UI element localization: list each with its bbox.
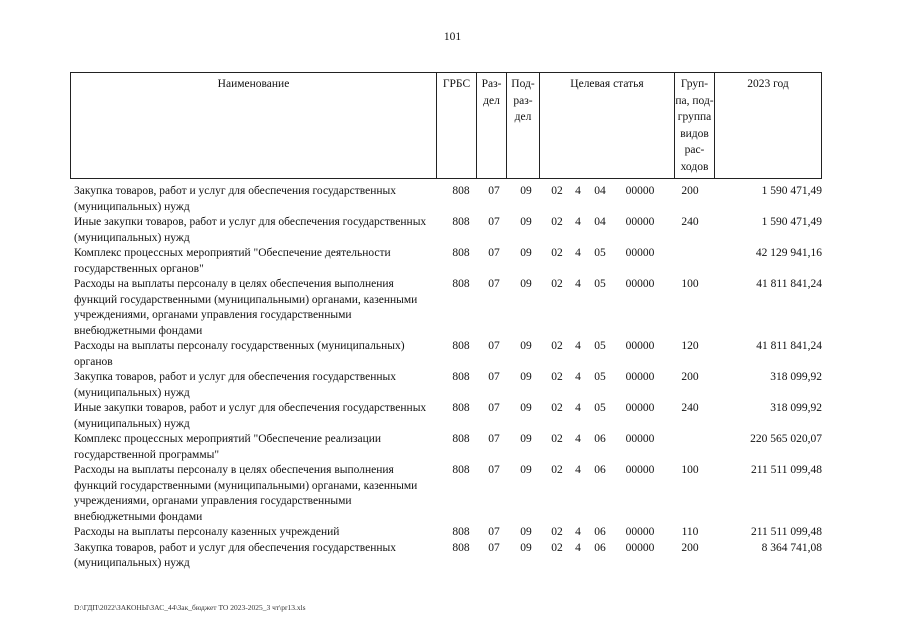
row-name: Иные закупки товаров, работ и услуг для обеспечения государственных (муниципальных) нужд (74, 216, 427, 244)
row-c2: 4 (575, 247, 581, 259)
table-row (70, 432, 822, 463)
row-c2: 4 (575, 433, 581, 445)
row-c3: 06 (594, 526, 606, 538)
row-amt: 41 811 841,24 (756, 340, 822, 352)
row-grp: 200 (681, 371, 699, 383)
row-name: Расходы на выплаты персоналу в целях обеспечения выполнения функций государственными (муниципальными) органами, казенными учреждениями, органами управления государственными внебюджетными фондами (74, 464, 418, 523)
row-c2: 4 (575, 340, 581, 352)
row-razd: 07 (488, 216, 500, 228)
row-c3: 05 (594, 247, 606, 259)
row-grp: 120 (681, 340, 699, 352)
page-number: 101 (443, 31, 462, 43)
row-grp: 240 (681, 402, 699, 414)
row-amt: 220 565 020,07 (750, 433, 822, 445)
row-name: Комплекс процессных мероприятий "Обеспечение деятельности государственных органов" (74, 247, 391, 275)
header-year: 2023 год (747, 78, 789, 90)
row-c4: 00000 (625, 464, 655, 476)
row-grp: 200 (681, 541, 699, 554)
row-grbs: 808 (452, 216, 470, 228)
row-grp: 110 (681, 526, 699, 538)
row-grbs: 808 (452, 247, 470, 259)
row-c1: 02 (551, 433, 563, 445)
row-c3: 06 (594, 541, 606, 554)
row-name: Закупка товаров, работ и услуг для обеспечения государственных (муниципальных) нужд (74, 185, 397, 213)
row-c3: 06 (594, 464, 606, 476)
row-amt: 42 129 941,16 (755, 247, 822, 259)
row-amt: 8 364 741,08 (761, 541, 822, 554)
row-razd: 07 (488, 464, 500, 476)
table-row (70, 370, 822, 401)
row-c4: 00000 (625, 526, 655, 538)
header-podrazdel: Под- раз- дел (507, 73, 540, 178)
row-podr: 09 (520, 216, 532, 228)
row-podr: 09 (520, 371, 532, 383)
row-razd: 07 (488, 340, 500, 352)
row-grbs: 808 (452, 340, 470, 352)
row-name: Расходы на выплаты персоналу государственных (муниципальных) органов (74, 340, 405, 368)
table-body (70, 184, 822, 572)
row-c1: 02 (551, 340, 563, 352)
table-row (70, 184, 822, 215)
row-amt: 318 099,92 (770, 371, 822, 383)
row-grbs: 808 (452, 433, 470, 445)
row-c2: 4 (575, 278, 581, 290)
row-c3: 05 (594, 371, 606, 383)
table-row (70, 277, 822, 339)
table-row (70, 541, 822, 572)
row-c2: 4 (575, 464, 581, 476)
row-podr: 09 (520, 278, 532, 290)
row-grbs: 808 (452, 185, 470, 197)
row-c4: 00000 (625, 541, 655, 554)
row-podr: 09 (520, 185, 532, 197)
row-grp: 240 (681, 216, 699, 228)
row-amt: 211 511 099,48 (750, 464, 822, 476)
row-razd: 07 (488, 278, 500, 290)
row-grbs: 808 (452, 464, 470, 476)
row-c2: 4 (575, 526, 581, 538)
row-grp: 100 (681, 278, 699, 290)
row-c3: 04 (594, 216, 606, 228)
row-c4: 00000 (625, 402, 655, 414)
table-row (70, 401, 822, 432)
row-name: Расходы на выплаты персоналу казенных учреждений (74, 526, 340, 538)
row-podr: 09 (520, 464, 532, 476)
header-target-article: Целевая статья (540, 73, 675, 178)
row-c1: 02 (551, 464, 563, 476)
row-grbs: 808 (452, 541, 470, 554)
row-grp: 100 (681, 464, 699, 476)
row-podr: 09 (520, 340, 532, 352)
table-row (70, 246, 822, 277)
row-c1: 02 (551, 402, 563, 414)
row-podr: 09 (520, 541, 532, 554)
row-c2: 4 (575, 185, 581, 197)
row-c3: 05 (594, 402, 606, 414)
row-c1: 02 (551, 526, 563, 538)
row-grbs: 808 (452, 278, 470, 290)
row-name: Расходы на выплаты персоналу в целях обеспечения выполнения функций государственными (муниципальными) органами, казенными учреждениями, органами управления государственными внебюджетными фондами (74, 278, 418, 337)
row-c2: 4 (575, 541, 581, 554)
table-row (70, 215, 822, 246)
row-name: Иные закупки товаров, работ и услуг для обеспечения государственных (муниципальных) нужд (74, 402, 427, 430)
row-c3: 06 (594, 433, 606, 445)
row-c4: 00000 (625, 278, 655, 290)
row-grbs: 808 (452, 371, 470, 383)
row-c4: 00000 (625, 185, 655, 197)
row-razd: 07 (488, 526, 500, 538)
row-razd: 07 (488, 541, 500, 554)
row-razd: 07 (488, 185, 500, 197)
row-amt: 211 511 099,48 (750, 526, 822, 538)
row-grp: 200 (681, 185, 699, 197)
row-c2: 4 (575, 371, 581, 383)
row-c1: 02 (551, 247, 563, 259)
row-c1: 02 (551, 185, 563, 197)
row-c1: 02 (551, 541, 563, 554)
row-c4: 00000 (625, 216, 655, 228)
row-amt: 1 590 471,49 (761, 216, 822, 228)
row-c3: 05 (594, 278, 606, 290)
row-c1: 02 (551, 371, 563, 383)
row-amt: 41 811 841,24 (756, 278, 822, 290)
row-podr: 09 (520, 402, 532, 414)
row-name: Закупка товаров, работ и услуг для обеспечения государственных (муниципальных) нужд (74, 371, 397, 399)
table-row (70, 525, 822, 541)
row-c1: 02 (551, 278, 563, 290)
row-grbs: 808 (452, 526, 470, 538)
row-podr: 09 (520, 433, 532, 445)
row-podr: 09 (520, 526, 532, 538)
row-razd: 07 (488, 371, 500, 383)
header-razdel: Раз- дел (477, 73, 507, 178)
table-row (70, 339, 822, 370)
row-c2: 4 (575, 402, 581, 414)
row-c3: 04 (594, 185, 606, 197)
row-grbs: 808 (452, 402, 470, 414)
row-c4: 00000 (625, 247, 655, 259)
table-header (70, 72, 822, 179)
row-amt: 318 099,92 (770, 402, 822, 414)
header-expense-group: Груп- па, под- группа видов рас- ходов (675, 73, 715, 178)
row-razd: 07 (488, 247, 500, 259)
file-path-footer: D:\ГДП\2022\ЗАКОНЫ\ЗАС_44\Зак_бюджет ТО 2023-2025_3 чт\pr13.xls (74, 603, 306, 612)
row-c4: 00000 (625, 433, 655, 445)
row-c1: 02 (551, 216, 563, 228)
header-grbs: ГРБС (437, 73, 477, 178)
row-c2: 4 (575, 216, 581, 228)
table-row (70, 463, 822, 525)
row-c4: 00000 (625, 371, 655, 383)
row-name: Комплекс процессных мероприятий "Обеспечение реализации государственной программы" (74, 433, 382, 461)
row-name: Закупка товаров, работ и услуг для обеспечения государственных (муниципальных) нужд (74, 541, 397, 569)
row-razd: 07 (488, 433, 500, 445)
row-c4: 00000 (625, 340, 655, 352)
row-podr: 09 (520, 247, 532, 259)
row-razd: 07 (488, 402, 500, 414)
row-amt: 1 590 471,49 (761, 185, 822, 197)
header-name: Наименование (71, 73, 437, 178)
row-c3: 05 (594, 340, 606, 352)
